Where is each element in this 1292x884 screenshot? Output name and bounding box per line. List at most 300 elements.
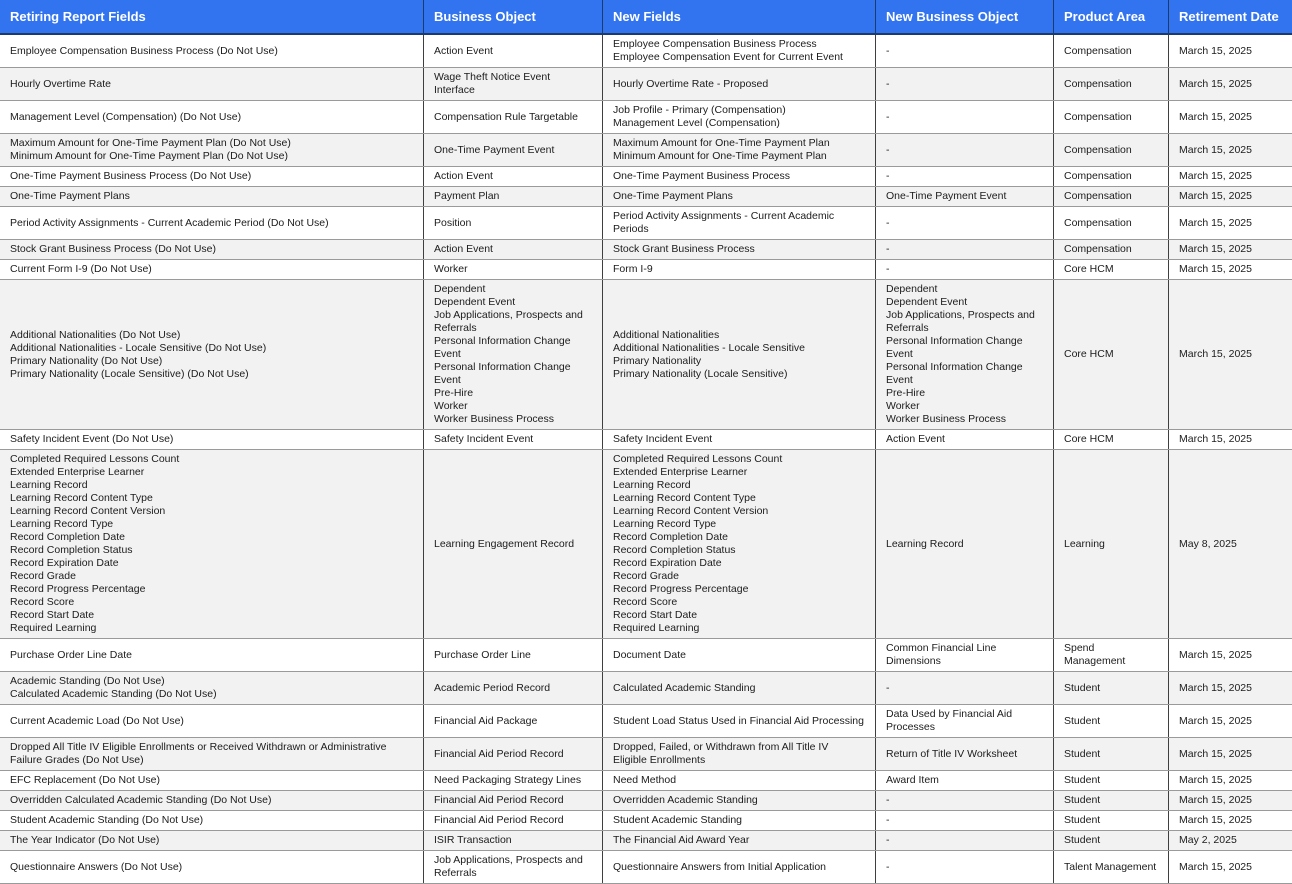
table-cell-business-object xyxy=(423,851,602,883)
table-cell-retiring-fields xyxy=(0,430,423,449)
cell-text-line: Safety Incident Event xyxy=(613,433,713,445)
cell-text-line: Questionnaire Answers from Initial Application xyxy=(613,860,827,873)
cell-text-line: Learning Record xyxy=(886,537,964,550)
table-cell-new-business-object xyxy=(875,187,1053,206)
cell-text: March 15, 2025 xyxy=(1179,714,1252,727)
column-header-label: Product Area xyxy=(1064,9,1146,24)
cell-text-line: Need Method xyxy=(613,774,677,786)
cell-text: March 15, 2025 xyxy=(1179,110,1252,123)
cell-text-line: One-Time Payment Plans xyxy=(10,190,130,202)
table-cell-retirement-date xyxy=(1168,207,1292,239)
table-cell-new-business-object xyxy=(875,738,1053,770)
column-header-label: Retiring Report Fields xyxy=(10,9,146,24)
cell-text-line: Period Activity Assignments - Current Academic Period (Do Not Use) xyxy=(10,216,329,229)
cell-text-line: Dropped All Title IV Eligible Enrollments or Received Withdrawn or Administrative Failure Grades (Do Not Use) xyxy=(10,741,387,766)
table-cell-new-business-object xyxy=(875,207,1053,239)
table-cell-new-business-object xyxy=(875,101,1053,133)
cell-text-line: Student Academic Standing xyxy=(613,814,743,826)
table-cell-business-object xyxy=(423,167,602,186)
cell-text-line: Required Learning xyxy=(613,622,700,634)
cell-text-line: Learning Record xyxy=(613,479,691,491)
table-cell-new-business-object xyxy=(875,450,1053,638)
cell-text-line: Learning Engagement Record xyxy=(434,537,575,550)
cell-text-line: Overridden Academic Standing xyxy=(613,794,758,806)
cell-text-line: Record Expiration Date xyxy=(613,557,722,569)
table-cell-new-fields xyxy=(602,738,875,770)
column-header-new-business-object xyxy=(875,0,1053,33)
cell-text-line: Learning Record Type xyxy=(10,518,114,530)
cell-text-line: Form I-9 xyxy=(613,263,653,275)
table-cell-retiring-fields xyxy=(0,167,423,186)
cell-text-line: Record Progress Percentage xyxy=(10,583,146,595)
table-cell-retirement-date xyxy=(1168,705,1292,737)
cell-text-line: Dependent xyxy=(886,283,938,295)
cell-text: Core HCM xyxy=(1064,433,1114,445)
cell-text-line: Questionnaire Answers (Do Not Use) xyxy=(10,860,183,873)
cell-text-line: - xyxy=(886,216,890,229)
cell-text-line: Student Load Status Used in Financial Aid Processing xyxy=(613,714,864,727)
cell-text-line: Record Grade xyxy=(10,570,76,582)
cell-text-line: Minimum Amount for One-Time Payment Plan xyxy=(613,150,827,162)
table-cell-new-fields xyxy=(602,851,875,883)
table-cell-product-area xyxy=(1053,207,1168,239)
cell-text-line: Worker xyxy=(434,400,468,412)
cell-text: Spend Management xyxy=(1064,642,1126,667)
table-cell-retiring-fields xyxy=(0,280,423,429)
cell-text: Student xyxy=(1064,714,1101,727)
table-cell-new-business-object xyxy=(875,705,1053,737)
cell-text-line: - xyxy=(886,814,890,826)
table-cell-business-object xyxy=(423,705,602,737)
table-cell-new-fields xyxy=(602,771,875,790)
cell-text: May 8, 2025 xyxy=(1179,537,1237,550)
cell-text-line: Overridden Calculated Academic Standing (Do Not Use) xyxy=(10,794,272,806)
cell-text: March 15, 2025 xyxy=(1179,681,1252,694)
table-cell-retirement-date xyxy=(1168,639,1292,671)
cell-text-line: The Year Indicator (Do Not Use) xyxy=(10,834,160,846)
cell-text-line: One-Time Payment Event xyxy=(886,190,1007,202)
table-cell-retirement-date xyxy=(1168,831,1292,850)
table-cell-product-area xyxy=(1053,187,1168,206)
column-header-label: New Business Object xyxy=(886,9,1019,24)
table-cell-new-business-object xyxy=(875,35,1053,67)
table-header-row xyxy=(0,0,1292,35)
table-cell-business-object xyxy=(423,35,602,67)
table-cell-new-fields xyxy=(602,705,875,737)
table-row xyxy=(0,101,1292,134)
cell-text: Student xyxy=(1064,747,1101,760)
table-cell-retiring-fields xyxy=(0,240,423,259)
table-cell-retirement-date xyxy=(1168,35,1292,67)
cell-text-line: Record Start Date xyxy=(613,609,698,621)
cell-text: March 15, 2025 xyxy=(1179,77,1252,90)
cell-text-line: - xyxy=(886,143,890,156)
cell-text: Compensation xyxy=(1064,190,1132,202)
cell-text: March 15, 2025 xyxy=(1179,433,1252,445)
cell-text: March 15, 2025 xyxy=(1179,648,1252,661)
cell-text: March 15, 2025 xyxy=(1179,860,1252,873)
cell-text-line: Dependent Event xyxy=(886,296,968,308)
cell-text: Talent Management xyxy=(1064,860,1157,873)
cell-text-line: Job Profile - Primary (Compensation) xyxy=(613,104,786,116)
cell-text-line: Safety Incident Event (Do Not Use) xyxy=(10,433,174,445)
cell-text-line: Worker Business Process xyxy=(434,413,555,425)
table-cell-retirement-date xyxy=(1168,738,1292,770)
cell-text-line: Additional Nationalities (Do Not Use) xyxy=(10,328,181,341)
table-cell-retiring-fields xyxy=(0,101,423,133)
cell-text-line: Management Level (Compensation) (Do Not Use) xyxy=(10,110,242,123)
cell-text-line: Worker xyxy=(434,263,468,275)
table-cell-retirement-date xyxy=(1168,280,1292,429)
table-cell-retirement-date xyxy=(1168,851,1292,883)
table-cell-business-object xyxy=(423,430,602,449)
table-row xyxy=(0,430,1292,450)
cell-text-line: Record Score xyxy=(10,596,75,608)
table-cell-retirement-date xyxy=(1168,811,1292,830)
cell-text-line: Personal Information Change Event xyxy=(434,335,571,360)
cell-text-line: Extended Enterprise Learner xyxy=(613,466,748,478)
table-cell-retiring-fields xyxy=(0,771,423,790)
cell-text: May 2, 2025 xyxy=(1179,834,1237,846)
table-cell-retiring-fields xyxy=(0,35,423,67)
table-cell-new-business-object xyxy=(875,260,1053,279)
table-row xyxy=(0,851,1292,884)
table-cell-business-object xyxy=(423,240,602,259)
table-cell-retirement-date xyxy=(1168,430,1292,449)
table-cell-business-object xyxy=(423,450,602,638)
cell-text-line: - xyxy=(886,170,890,182)
cell-text: Student xyxy=(1064,814,1101,826)
table-cell-product-area xyxy=(1053,240,1168,259)
table-cell-new-fields xyxy=(602,207,875,239)
table-cell-retirement-date xyxy=(1168,101,1292,133)
table-cell-business-object xyxy=(423,101,602,133)
cell-text-line: Record Start Date xyxy=(10,609,95,621)
table-cell-new-business-object xyxy=(875,639,1053,671)
table-cell-business-object xyxy=(423,771,602,790)
table-cell-business-object xyxy=(423,207,602,239)
cell-text-line: - xyxy=(886,860,890,873)
table-cell-retirement-date xyxy=(1168,672,1292,704)
table-row xyxy=(0,672,1292,705)
cell-text-line: Additional Nationalities - Locale Sensitive (Do Not Use) xyxy=(10,341,267,354)
table-row xyxy=(0,811,1292,831)
table-cell-new-fields xyxy=(602,240,875,259)
cell-text-line: Stock Grant Business Process (Do Not Use) xyxy=(10,243,216,255)
table-cell-product-area xyxy=(1053,791,1168,810)
table-cell-new-business-object xyxy=(875,791,1053,810)
table-cell-retirement-date xyxy=(1168,187,1292,206)
cell-text-line: Student Academic Standing (Do Not Use) xyxy=(10,814,204,826)
cell-text: Compensation xyxy=(1064,110,1132,123)
table-cell-new-fields xyxy=(602,68,875,100)
cell-text-line: One-Time Payment Business Process xyxy=(613,170,791,182)
table-cell-new-fields xyxy=(602,260,875,279)
table-cell-new-business-object xyxy=(875,811,1053,830)
cell-text: March 15, 2025 xyxy=(1179,216,1252,229)
cell-text: Compensation xyxy=(1064,143,1132,156)
cell-text-line: Financial Aid Period Record xyxy=(434,794,564,806)
cell-text: Compensation xyxy=(1064,170,1132,182)
cell-text: Student xyxy=(1064,794,1101,806)
column-header-label: Business Object xyxy=(434,9,536,24)
column-header-business-object xyxy=(423,0,602,33)
cell-text: Student xyxy=(1064,681,1101,694)
cell-text-line: Financial Aid Period Record xyxy=(434,747,564,760)
cell-text-line: Learning Record xyxy=(10,479,88,491)
table-row xyxy=(0,738,1292,771)
table-cell-retiring-fields xyxy=(0,705,423,737)
cell-text-line: Employee Compensation Business Process xyxy=(613,38,817,50)
table-cell-new-fields xyxy=(602,430,875,449)
table-cell-product-area xyxy=(1053,738,1168,770)
cell-text-line: EFC Replacement (Do Not Use) xyxy=(10,774,160,786)
cell-text: March 15, 2025 xyxy=(1179,794,1252,806)
cell-text-line: Record Grade xyxy=(613,570,679,582)
cell-text-line: Employee Compensation Event for Current Event xyxy=(613,51,843,63)
table-row xyxy=(0,705,1292,738)
table-row xyxy=(0,280,1292,430)
cell-text-line: Personal Information Change Event xyxy=(886,361,1023,386)
cell-text-line: Pre-Hire xyxy=(434,387,474,399)
table-cell-retiring-fields xyxy=(0,791,423,810)
cell-text-line: Learning Record Content Version xyxy=(613,505,769,517)
cell-text-line: Worker Business Process xyxy=(886,413,1007,425)
table-cell-new-fields xyxy=(602,35,875,67)
table-cell-new-fields xyxy=(602,101,875,133)
cell-text-line: Action Event xyxy=(434,44,493,57)
cell-text-line: Employee Compensation Business Process (Do Not Use) xyxy=(10,44,278,57)
cell-text-line: Academic Period Record xyxy=(434,681,551,694)
table-cell-business-object xyxy=(423,134,602,166)
cell-text-line: - xyxy=(886,834,890,846)
table-cell-new-fields xyxy=(602,167,875,186)
cell-text-line: Common Financial Line Dimensions xyxy=(886,642,997,667)
cell-text-line: Maximum Amount for One-Time Payment Plan (Do Not Use) xyxy=(10,137,291,149)
table-cell-retiring-fields xyxy=(0,639,423,671)
cell-text-line: Compensation Rule Targetable xyxy=(434,110,578,123)
cell-text-line: Need Packaging Strategy Lines xyxy=(434,774,582,786)
cell-text-line: Action Event xyxy=(434,170,493,182)
cell-text-line: Record Score xyxy=(613,596,678,608)
table-cell-new-business-object xyxy=(875,672,1053,704)
cell-text-line: Personal Information Change Event xyxy=(886,335,1023,360)
cell-text-line: Dependent Event xyxy=(434,296,516,308)
cell-text: March 15, 2025 xyxy=(1179,143,1252,156)
cell-text-line: Learning Record Content Type xyxy=(10,492,153,504)
cell-text-line: The Financial Aid Award Year xyxy=(613,834,750,846)
table-cell-retirement-date xyxy=(1168,134,1292,166)
table-cell-retirement-date xyxy=(1168,167,1292,186)
cell-text-line: Calculated Academic Standing xyxy=(613,681,756,694)
table-cell-business-object xyxy=(423,639,602,671)
cell-text-line: Additional Nationalities xyxy=(613,328,720,341)
cell-text: Compensation xyxy=(1064,243,1132,255)
cell-text-line: Hourly Overtime Rate - Proposed xyxy=(613,77,769,90)
cell-text-line: Maximum Amount for One-Time Payment Plan xyxy=(613,137,830,149)
cell-text: Student xyxy=(1064,834,1101,846)
table-cell-product-area xyxy=(1053,101,1168,133)
cell-text-line: Job Applications, Prospects and Referrals xyxy=(886,309,1035,334)
cell-text-line: ISIR Transaction xyxy=(434,834,512,846)
cell-text-line: Primary Nationality (Locale Sensitive) (Do Not Use) xyxy=(10,367,249,380)
table-cell-product-area xyxy=(1053,705,1168,737)
cell-text-line: - xyxy=(886,110,890,123)
cell-text: Compensation xyxy=(1064,216,1132,229)
table-cell-product-area xyxy=(1053,811,1168,830)
cell-text-line: Required Learning xyxy=(10,622,97,634)
table-cell-new-business-object xyxy=(875,280,1053,429)
cell-text-line: Return of Title IV Worksheet xyxy=(886,747,1018,760)
cell-text-line: Purchase Order Line xyxy=(434,648,531,661)
cell-text-line: - xyxy=(886,681,890,694)
cell-text-line: Record Completion Date xyxy=(10,531,125,543)
table-cell-retiring-fields xyxy=(0,207,423,239)
cell-text-line: Hourly Overtime Rate xyxy=(10,77,111,90)
table-cell-retiring-fields xyxy=(0,672,423,704)
table-cell-new-fields xyxy=(602,831,875,850)
table-cell-product-area xyxy=(1053,280,1168,429)
cell-text-line: Additional Nationalities - Locale Sensitive xyxy=(613,341,806,354)
table-cell-product-area xyxy=(1053,35,1168,67)
cell-text-line: Job Applications, Prospects and Referrals xyxy=(434,309,583,334)
table-cell-business-object xyxy=(423,68,602,100)
cell-text-line: Management Level (Compensation) xyxy=(613,117,780,129)
cell-text-line: Dependent xyxy=(434,283,486,295)
table-row xyxy=(0,260,1292,280)
column-header-retirement-date xyxy=(1168,0,1292,33)
table-cell-product-area xyxy=(1053,851,1168,883)
table-cell-product-area xyxy=(1053,450,1168,638)
cell-text-line: Primary Nationality (Locale Sensitive) xyxy=(613,367,788,380)
table-cell-new-business-object xyxy=(875,851,1053,883)
cell-text-line: Safety Incident Event xyxy=(434,433,534,445)
cell-text-line: Primary Nationality (Do Not Use) xyxy=(10,354,163,367)
cell-text: March 15, 2025 xyxy=(1179,263,1252,275)
cell-text-line: Current Form I-9 (Do Not Use) xyxy=(10,263,152,275)
cell-text-line: Document Date xyxy=(613,648,686,661)
cell-text-line: Minimum Amount for One-Time Payment Plan (Do Not Use) xyxy=(10,150,288,162)
table-cell-new-fields xyxy=(602,187,875,206)
cell-text-line: Worker xyxy=(886,400,920,412)
table-cell-retiring-fields xyxy=(0,738,423,770)
table-cell-business-object xyxy=(423,280,602,429)
cell-text-line: Action Event xyxy=(886,433,945,445)
cell-text-line: Learning Record Content Version xyxy=(10,505,166,517)
table-cell-retiring-fields xyxy=(0,134,423,166)
table-cell-retirement-date xyxy=(1168,450,1292,638)
column-header-label: New Fields xyxy=(613,9,681,24)
cell-text-line: Position xyxy=(434,216,472,229)
table-cell-new-fields xyxy=(602,134,875,166)
cell-text-line: Stock Grant Business Process xyxy=(613,243,755,255)
table-row xyxy=(0,771,1292,791)
table-cell-product-area xyxy=(1053,672,1168,704)
table-cell-retirement-date xyxy=(1168,260,1292,279)
table-cell-new-business-object xyxy=(875,167,1053,186)
table-cell-new-fields xyxy=(602,811,875,830)
table-row xyxy=(0,791,1292,811)
cell-text: Core HCM xyxy=(1064,348,1114,360)
column-header-new-fields xyxy=(602,0,875,33)
table-row xyxy=(0,240,1292,260)
cell-text: March 15, 2025 xyxy=(1179,774,1252,786)
cell-text-line: One-Time Payment Plans xyxy=(613,190,733,202)
table-row xyxy=(0,639,1292,672)
column-header-label: Retirement Date xyxy=(1179,9,1279,24)
table-cell-new-fields xyxy=(602,639,875,671)
cell-text-line: Action Event xyxy=(434,243,493,255)
cell-text: March 15, 2025 xyxy=(1179,170,1252,182)
table-cell-business-object xyxy=(423,791,602,810)
table-cell-retirement-date xyxy=(1168,791,1292,810)
cell-text-line: Period Activity Assignments - Current Academic Periods xyxy=(613,210,835,235)
table-cell-retiring-fields xyxy=(0,187,423,206)
table-cell-new-business-object xyxy=(875,134,1053,166)
table-cell-product-area xyxy=(1053,639,1168,671)
table-cell-product-area xyxy=(1053,134,1168,166)
table-cell-business-object xyxy=(423,187,602,206)
cell-text-line: Record Progress Percentage xyxy=(613,583,749,595)
table-row xyxy=(0,167,1292,187)
table-cell-new-fields xyxy=(602,280,875,429)
cell-text-line: Record Expiration Date xyxy=(10,557,119,569)
table-cell-retiring-fields xyxy=(0,450,423,638)
cell-text: Student xyxy=(1064,774,1101,786)
table-cell-product-area xyxy=(1053,831,1168,850)
cell-text-line: - xyxy=(886,77,890,90)
cell-text: Learning xyxy=(1064,537,1105,550)
table-cell-retiring-fields xyxy=(0,68,423,100)
table-row xyxy=(0,207,1292,240)
cell-text-line: Completed Required Lessons Count xyxy=(613,453,783,465)
table-cell-business-object xyxy=(423,831,602,850)
cell-text: March 15, 2025 xyxy=(1179,814,1252,826)
table-cell-product-area xyxy=(1053,260,1168,279)
table-cell-retirement-date xyxy=(1168,240,1292,259)
cell-text-line: Completed Required Lessons Count xyxy=(10,453,180,465)
cell-text-line: Data Used by Financial Aid Processes xyxy=(886,708,1013,733)
cell-text-line: Record Completion Date xyxy=(613,531,728,543)
table-row xyxy=(0,187,1292,207)
cell-text-line: Current Academic Load (Do Not Use) xyxy=(10,714,184,727)
cell-text-line: Job Applications, Prospects and Referrals xyxy=(434,854,583,879)
cell-text-line: Pre-Hire xyxy=(886,387,926,399)
cell-text-line: Learning Record Content Type xyxy=(613,492,756,504)
cell-text-line: Record Completion Status xyxy=(10,544,133,556)
table-cell-business-object xyxy=(423,672,602,704)
table-cell-business-object xyxy=(423,738,602,770)
table-row xyxy=(0,450,1292,639)
cell-text: Compensation xyxy=(1064,44,1132,57)
column-header-retiring-fields xyxy=(0,0,423,33)
table-cell-product-area xyxy=(1053,771,1168,790)
table-cell-business-object xyxy=(423,811,602,830)
table-cell-retiring-fields xyxy=(0,260,423,279)
cell-text-line: Financial Aid Package xyxy=(434,714,538,727)
column-header-product-area xyxy=(1053,0,1168,33)
table-cell-new-business-object xyxy=(875,430,1053,449)
cell-text-line: Extended Enterprise Learner xyxy=(10,466,145,478)
table-cell-new-fields xyxy=(602,672,875,704)
table-cell-new-business-object xyxy=(875,831,1053,850)
cell-text-line: Calculated Academic Standing (Do Not Use) xyxy=(10,688,217,700)
table-row xyxy=(0,831,1292,851)
cell-text: Core HCM xyxy=(1064,263,1114,275)
table-cell-product-area xyxy=(1053,167,1168,186)
cell-text: March 15, 2025 xyxy=(1179,190,1252,202)
table-cell-product-area xyxy=(1053,68,1168,100)
